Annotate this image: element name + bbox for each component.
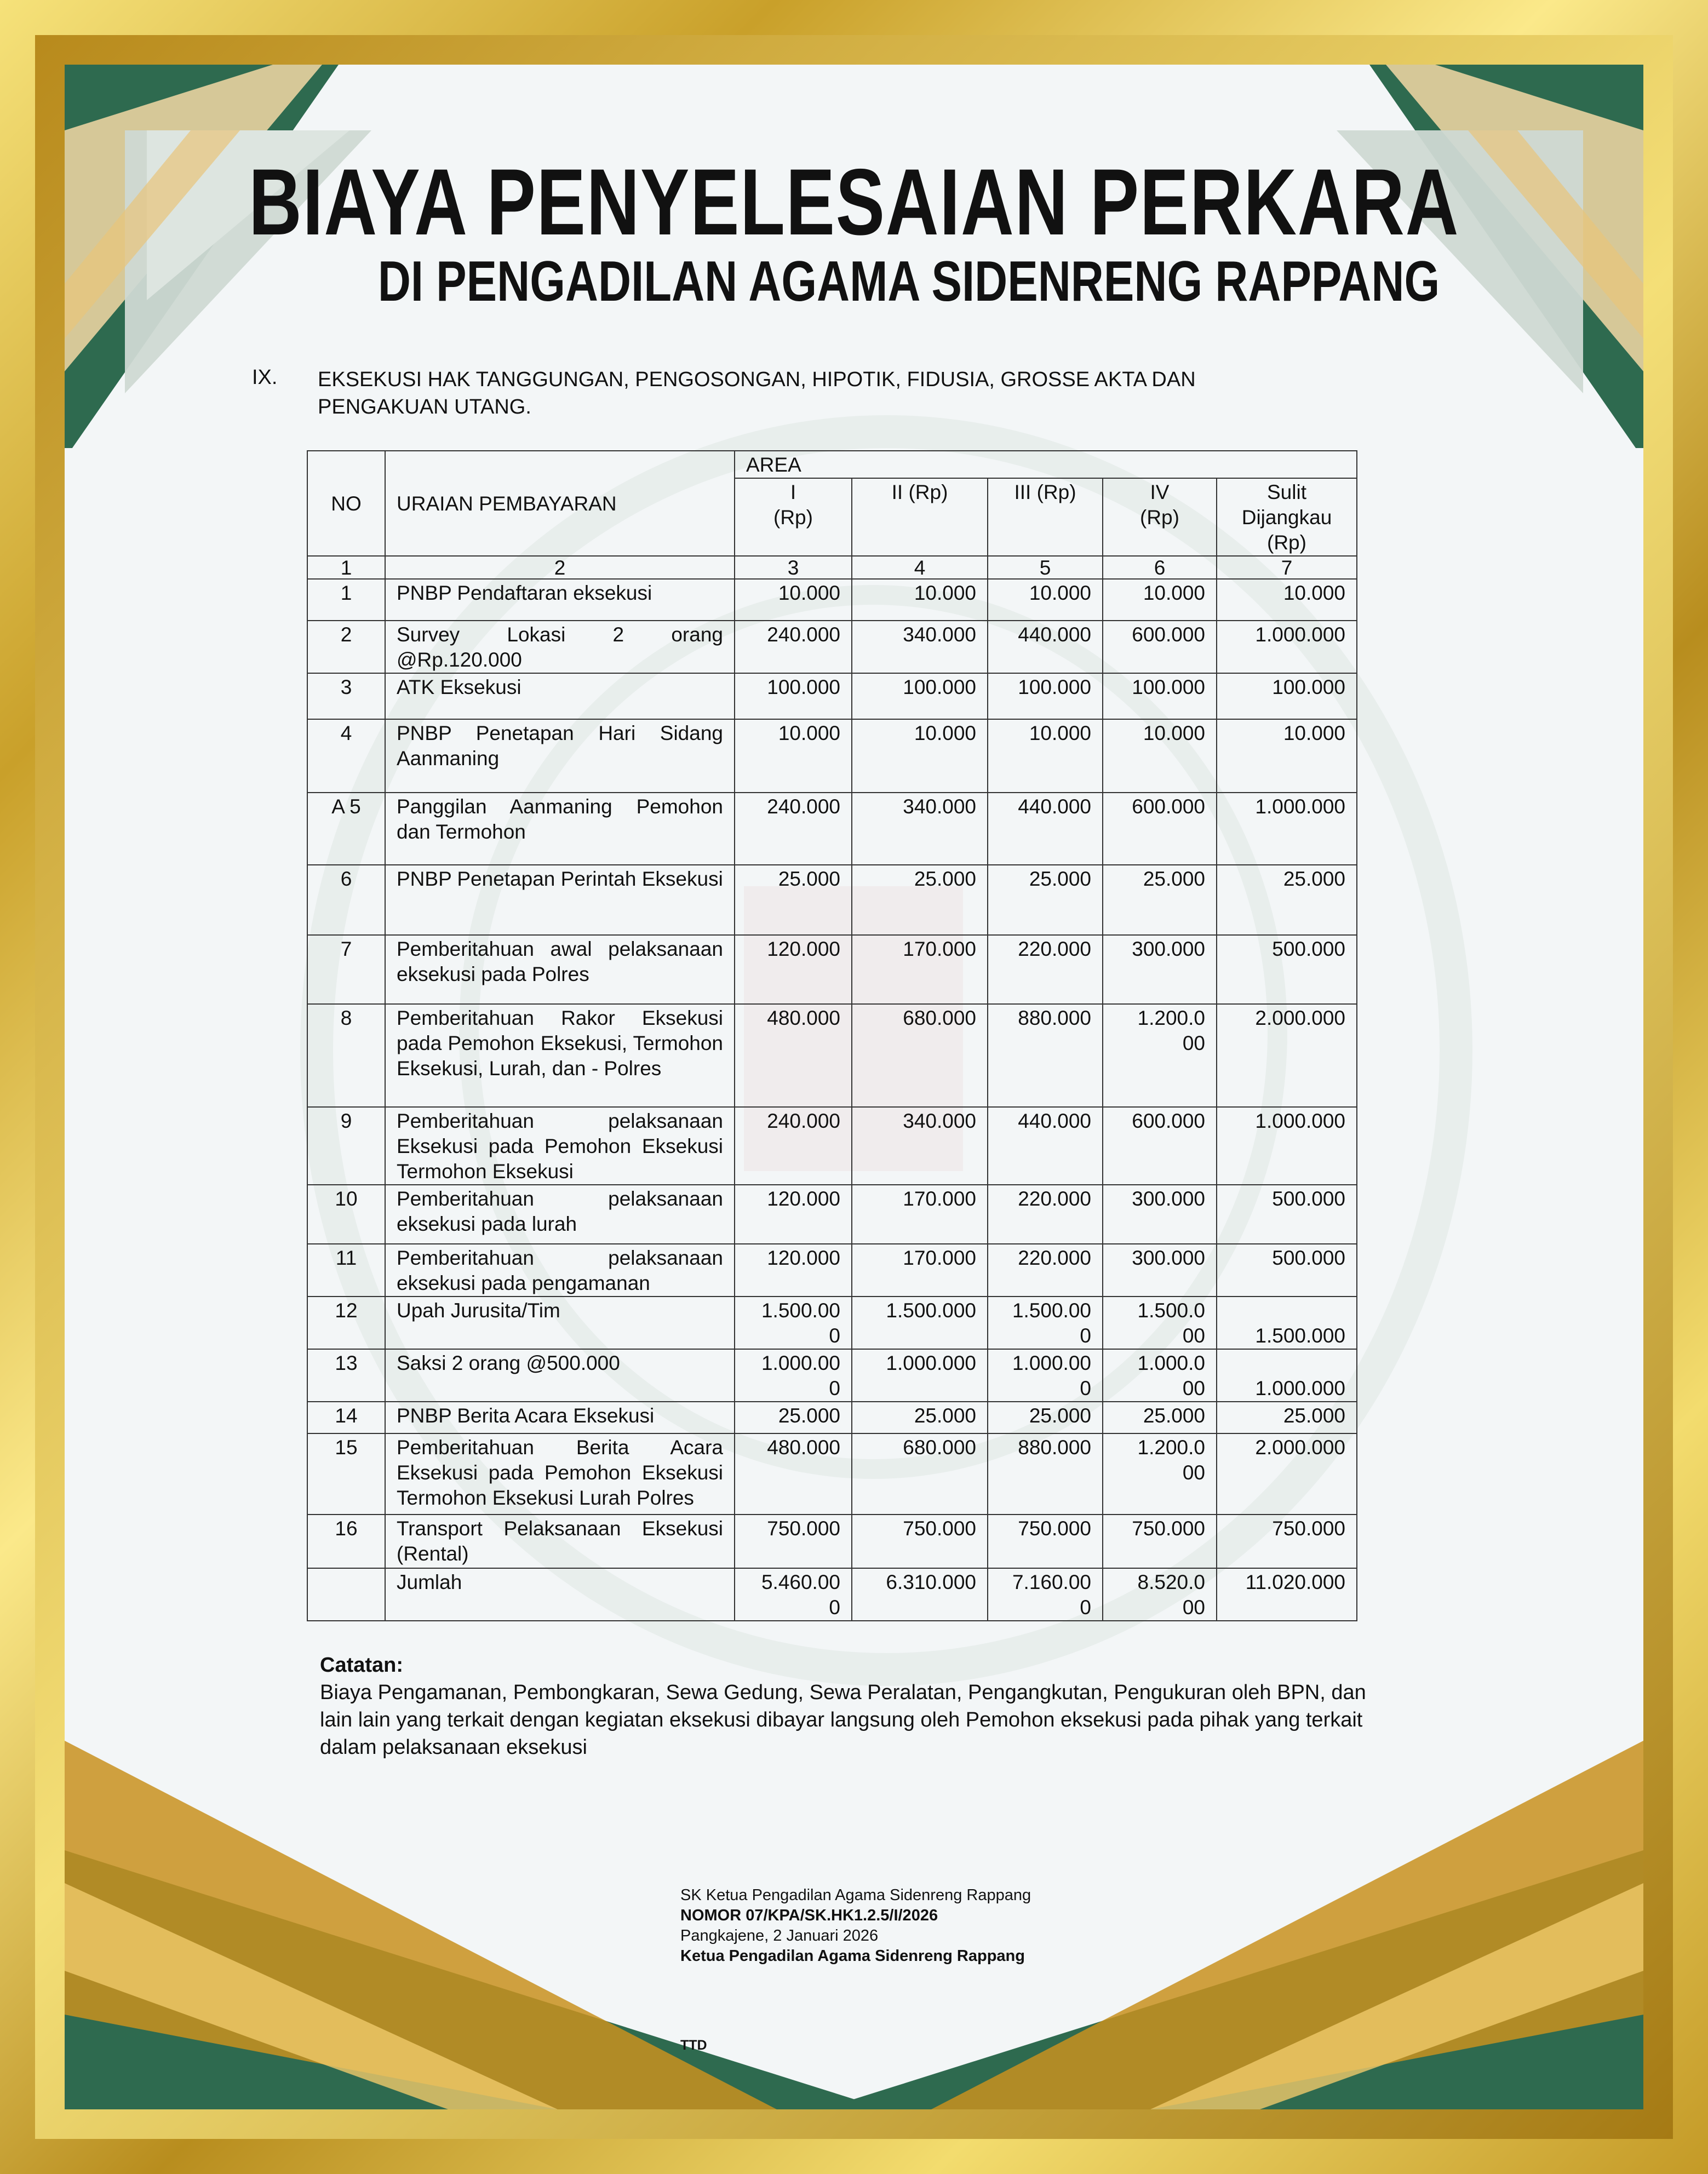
row-number: 4 (307, 719, 385, 793)
total-amount-area-3: 7.160.00 0 (988, 1568, 1103, 1621)
row-description: Pemberitahuan Berita Acara Eksekusi pada Pemohon Eksekusi Termohon Eksekusi Lurah Polres (385, 1433, 735, 1515)
table-row (307, 1433, 1357, 1515)
section-title: EKSEKUSI HAK TANGGUNGAN, PENGOSONGAN, HIPOTIK, FIDUSIA, GROSSE AKTA DAN PENGAKUAN UTANG. (318, 368, 1196, 418)
row-amount-area-5: 2.000.000 (1217, 1433, 1357, 1515)
row-amount-area-2: 340.000 (852, 793, 988, 865)
page-title: BIAYA PENYELESAIAN PERKARA (249, 150, 1459, 255)
row-amount-area-4: 300.000 (1103, 1185, 1217, 1244)
row-amount-area-3: 10.000 (988, 719, 1103, 793)
row-amount-area-1: 480.000 (735, 1433, 852, 1515)
row-number: 7 (307, 935, 385, 1004)
header-area-5: Sulit Dijangkau (Rp) (1217, 478, 1357, 556)
row-amount-area-1: 1.000.00 0 (735, 1349, 852, 1402)
row-amount-area-5: 100.000 (1217, 673, 1357, 719)
row-amount-area-5: 1.000.000 (1217, 1107, 1357, 1185)
table-row (307, 1515, 1357, 1568)
sk-title: SK Ketua Pengadilan Agama Sidenreng Rappang (680, 1886, 1031, 1904)
row-description: Saksi 2 orang @500.000 (385, 1349, 735, 1402)
row-number: 14 (307, 1402, 385, 1433)
section-number: IX. (252, 366, 278, 389)
row-number: 16 (307, 1515, 385, 1568)
row-description: PNBP Penetapan Hari Sidang Aanmaning (385, 719, 735, 793)
table-row (307, 865, 1357, 935)
row-amount-area-2: 25.000 (852, 865, 988, 935)
row-number: 13 (307, 1349, 385, 1402)
row-amount-area-2: 170.000 (852, 935, 988, 1004)
header-area-4: IV (Rp) (1103, 478, 1217, 556)
row-number: A 5 (307, 793, 385, 865)
column-index-5: 5 (988, 556, 1103, 579)
row-number: 2 (307, 621, 385, 673)
row-amount-area-2: 10.000 (852, 719, 988, 793)
row-amount-area-5: 1.000.000 (1217, 1349, 1357, 1402)
total-amount-area-4: 8.520.0 00 (1103, 1568, 1217, 1621)
row-amount-area-1: 120.000 (735, 1185, 852, 1244)
row-amount-area-4: 10.000 (1103, 719, 1217, 793)
row-amount-area-5: 1.500.000 (1217, 1297, 1357, 1349)
row-amount-area-1: 240.000 (735, 793, 852, 865)
row-amount-area-4: 750.000 (1103, 1515, 1217, 1568)
row-amount-area-3: 220.000 (988, 1244, 1103, 1297)
row-description: Pemberitahuan pelaksanaan eksekusi pada pengamanan (385, 1244, 735, 1297)
row-amount-area-2: 340.000 (852, 1107, 988, 1185)
row-description: Survey Lokasi 2 orang @Rp.120.000 (385, 621, 735, 673)
total-label: Jumlah (385, 1568, 735, 1621)
table-row (307, 719, 1357, 793)
row-amount-area-3: 220.000 (988, 935, 1103, 1004)
row-amount-area-4: 600.000 (1103, 1107, 1217, 1185)
row-amount-area-2: 680.000 (852, 1433, 988, 1515)
row-amount-area-5: 1.000.000 (1217, 793, 1357, 865)
row-amount-area-5: 2.000.000 (1217, 1004, 1357, 1107)
table-row (307, 1185, 1357, 1244)
row-amount-area-5: 500.000 (1217, 935, 1357, 1004)
row-amount-area-2: 25.000 (852, 1402, 988, 1433)
row-amount-area-4: 1.500.0 00 (1103, 1297, 1217, 1349)
row-amount-area-1: 25.000 (735, 1402, 852, 1433)
page-subtitle: DI PENGADILAN AGAMA SIDENRENG RAPPANG (377, 250, 1440, 313)
row-description: PNBP Berita Acara Eksekusi (385, 1402, 735, 1433)
row-amount-area-5: 1.000.000 (1217, 621, 1357, 673)
row-amount-area-5: 10.000 (1217, 719, 1357, 793)
row-description: Pemberitahuan pelaksanaan Eksekusi pada Pemohon Eksekusi Termohon Eksekusi (385, 1107, 735, 1185)
table-row (307, 1297, 1357, 1349)
row-amount-area-2: 170.000 (852, 1244, 988, 1297)
table-row (307, 621, 1357, 673)
row-amount-area-3: 880.000 (988, 1433, 1103, 1515)
row-number: 12 (307, 1297, 385, 1349)
notes-text: Biaya Pengamanan, Pembongkaran, Sewa Gedung, Sewa Peralatan, Pengangkutan, Pengukuran oleh BPN, dan lain lain yang terkait dengan kegiatan eksekusi dibayar langsung oleh Pemohon eksekusi pada pihak yang terkait dalam pelaksanaan eksekusi (320, 1681, 1366, 1759)
row-amount-area-2: 100.000 (852, 673, 988, 719)
table-row (307, 1244, 1357, 1297)
row-description: Pemberitahuan pelaksanaan eksekusi pada lurah (385, 1185, 735, 1244)
row-number: 15 (307, 1433, 385, 1515)
row-description: Pemberitahuan awal pelaksanaan eksekusi pada Polres (385, 935, 735, 1004)
ttd-mark: TTD (680, 2038, 707, 2053)
row-amount-area-2: 750.000 (852, 1515, 988, 1568)
column-index-1: 1 (307, 556, 385, 579)
row-amount-area-4: 25.000 (1103, 1402, 1217, 1433)
row-amount-area-2: 1.000.000 (852, 1349, 988, 1402)
total-amount-area-5: 11.020.000 (1217, 1568, 1357, 1621)
row-description: PNBP Pendaftaran eksekusi (385, 579, 735, 621)
row-amount-area-3: 440.000 (988, 621, 1103, 673)
row-amount-area-4: 100.000 (1103, 673, 1217, 719)
row-number: 3 (307, 673, 385, 719)
row-description: PNBP Penetapan Perintah Eksekusi (385, 865, 735, 935)
row-amount-area-1: 750.000 (735, 1515, 852, 1568)
column-index-6: 6 (1103, 556, 1217, 579)
row-amount-area-4: 600.000 (1103, 793, 1217, 865)
row-amount-area-3: 1.000.00 0 (988, 1349, 1103, 1402)
notes-heading: Catatan: (320, 1654, 404, 1677)
row-amount-area-2: 340.000 (852, 621, 988, 673)
row-amount-area-2: 1.500.000 (852, 1297, 988, 1349)
row-amount-area-4: 1.200.0 00 (1103, 1433, 1217, 1515)
row-amount-area-1: 120.000 (735, 1244, 852, 1297)
row-number: 11 (307, 1244, 385, 1297)
table-row (307, 935, 1357, 1004)
row-amount-area-4: 600.000 (1103, 621, 1217, 673)
row-amount-area-2: 680.000 (852, 1004, 988, 1107)
row-amount-area-3: 10.000 (988, 579, 1103, 621)
row-amount-area-1: 240.000 (735, 1107, 852, 1185)
row-amount-area-4: 300.000 (1103, 1244, 1217, 1297)
table-row (307, 1349, 1357, 1402)
row-amount-area-2: 10.000 (852, 579, 988, 621)
total-amount-area-2: 6.310.000 (852, 1568, 988, 1621)
row-amount-area-4: 10.000 (1103, 579, 1217, 621)
table-row (307, 1402, 1357, 1433)
row-amount-area-1: 25.000 (735, 865, 852, 935)
header-area-3: III (Rp) (988, 478, 1103, 556)
row-amount-area-4: 300.000 (1103, 935, 1217, 1004)
row-amount-area-3: 1.500.00 0 (988, 1297, 1103, 1349)
row-number: 1 (307, 579, 385, 621)
notes-section (320, 1651, 1372, 1761)
sk-signatory: Ketua Pengadilan Agama Sidenreng Rappang (680, 1947, 1025, 1965)
row-amount-area-5: 25.000 (1217, 865, 1357, 935)
total-empty-cell (307, 1568, 385, 1621)
row-amount-area-3: 100.000 (988, 673, 1103, 719)
table-row (307, 1107, 1357, 1185)
row-amount-area-3: 750.000 (988, 1515, 1103, 1568)
row-description: ATK Eksekusi (385, 673, 735, 719)
total-amount-area-1: 5.460.00 0 (735, 1568, 852, 1621)
row-description: Pemberitahuan Rakor Eksekusi pada Pemohon Eksekusi, Termohon Eksekusi, Lurah, dan - Polres (385, 1004, 735, 1107)
row-number: 9 (307, 1107, 385, 1185)
row-amount-area-1: 100.000 (735, 673, 852, 719)
table-row (307, 673, 1357, 719)
row-amount-area-1: 10.000 (735, 719, 852, 793)
row-amount-area-5: 25.000 (1217, 1402, 1357, 1433)
row-amount-area-3: 25.000 (988, 865, 1103, 935)
header-area: AREA (735, 451, 1357, 478)
column-index-7: 7 (1217, 556, 1357, 579)
row-number: 6 (307, 865, 385, 935)
row-amount-area-1: 10.000 (735, 579, 852, 621)
row-amount-area-1: 1.500.00 0 (735, 1297, 852, 1349)
header-no: NO (307, 451, 385, 556)
row-amount-area-1: 240.000 (735, 621, 852, 673)
row-number: 10 (307, 1185, 385, 1244)
row-amount-area-3: 440.000 (988, 1107, 1103, 1185)
header-description: URAIAN PEMBAYARAN (385, 451, 735, 556)
row-number: 8 (307, 1004, 385, 1107)
sk-number: NOMOR 07/KPA/SK.HK1.2.5/I/2026 (680, 1907, 938, 1924)
row-amount-area-2: 170.000 (852, 1185, 988, 1244)
row-description: Transport Pelaksanaan Eksekusi (Rental) (385, 1515, 735, 1568)
row-amount-area-3: 25.000 (988, 1402, 1103, 1433)
column-index-2: 2 (385, 556, 735, 579)
column-index-4: 4 (852, 556, 988, 579)
row-amount-area-3: 220.000 (988, 1185, 1103, 1244)
table-row (307, 793, 1357, 865)
row-amount-area-5: 750.000 (1217, 1515, 1357, 1568)
row-amount-area-4: 25.000 (1103, 865, 1217, 935)
row-description: Upah Jurusita/Tim (385, 1297, 735, 1349)
header-area-2: II (Rp) (852, 478, 988, 556)
fee-table (307, 450, 1357, 1621)
signature-block (680, 1885, 1031, 1966)
total-row (307, 1568, 1357, 1621)
row-amount-area-3: 440.000 (988, 793, 1103, 865)
row-amount-area-1: 120.000 (735, 935, 852, 1004)
row-amount-area-5: 500.000 (1217, 1244, 1357, 1297)
row-amount-area-1: 480.000 (735, 1004, 852, 1107)
header-area-1: I (Rp) (735, 478, 852, 556)
row-amount-area-5: 500.000 (1217, 1185, 1357, 1244)
table-row (307, 579, 1357, 621)
row-amount-area-4: 1.000.0 00 (1103, 1349, 1217, 1402)
table-row (307, 1004, 1357, 1107)
row-amount-area-4: 1.200.0 00 (1103, 1004, 1217, 1107)
sk-place-date: Pangkajene, 2 Januari 2026 (680, 1927, 879, 1944)
column-index-3: 3 (735, 556, 852, 579)
row-amount-area-3: 880.000 (988, 1004, 1103, 1107)
row-amount-area-5: 10.000 (1217, 579, 1357, 621)
row-description: Panggilan Aanmaning Pemohon dan Termohon (385, 793, 735, 865)
